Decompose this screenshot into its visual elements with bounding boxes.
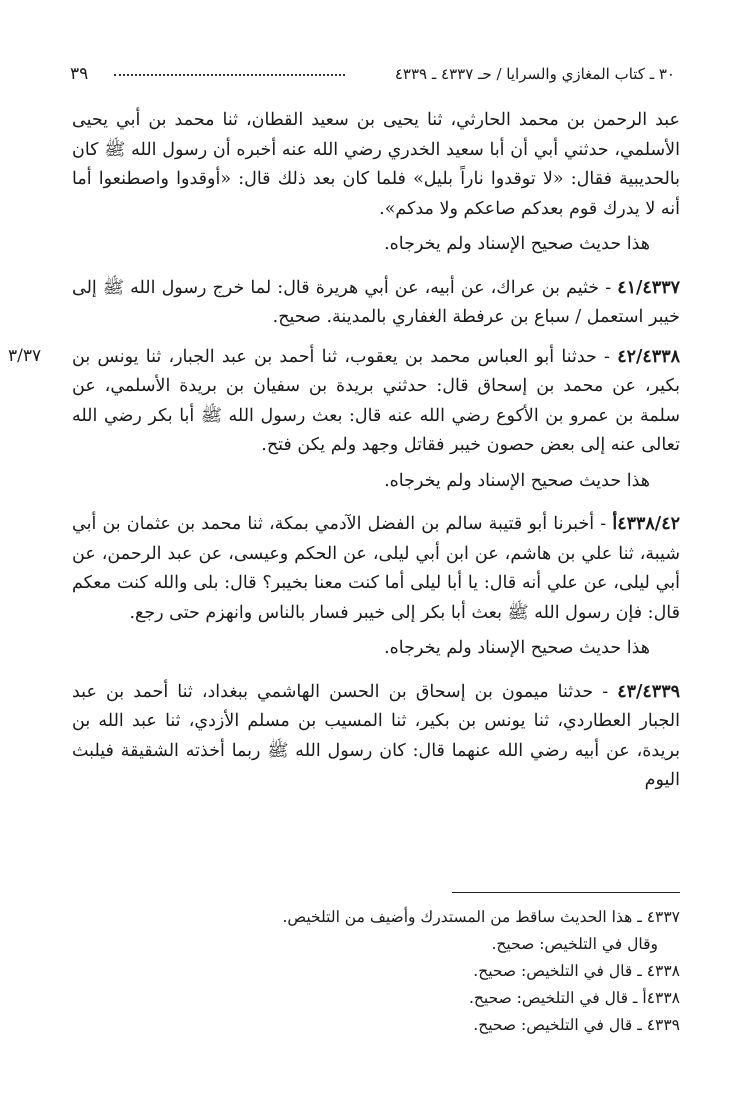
dot-leader	[114, 74, 345, 76]
verdict-text: هذا حديث صحيح الإسناد ولم يخرجاه.	[384, 470, 650, 491]
paragraph	[72, 510, 680, 628]
paragraph-text: عبد الرحمن بن محمد الحارثي، ثنا يحيى بن سعيد القطان، ثنا محمد بن أبي يحيى الأسلمي، حدثني أبي أن أبا سعيد الخدري رضي الله عنه أخبره أن رسول الله ﷺ كان بالحديبية فقال: «لا توقدوا ناراً بليل» فلما كان بعد ذلك قال: «أوقدوا واصطنعوا أما أنه لا يدرك قوم بعدكم صاعكم ولا مدكم».	[72, 110, 680, 219]
hadith-number: ٤٣٣٨/٤٢أ	[612, 514, 680, 534]
verdict	[72, 634, 680, 664]
paragraph-text: - حدثنا أبو العباس محمد بن يعقوب، ثنا أحمد بن عبد الجبار، ثنا يونس بن بكير، عن محمد بن إسحاق قال: حدثني بريدة بن سفيان بن بريدة الأسلمي، عن سلمة بن عمرو بن الأكوع رضي الله عنه قال: بعث رسول الله ﷺ أبا بكر رضي الله تعالى عنه إلى بعض حصون خيبر فقاتل وجهد ولم يكن فتح.	[72, 346, 680, 455]
verdict-text: هذا حديث صحيح الإسناد ولم يخرجاه.	[384, 234, 650, 254]
footnotes	[72, 904, 680, 1039]
paragraph	[72, 343, 680, 461]
paragraph	[72, 678, 680, 796]
footnote: وقال في التلخيص: صحيح.	[491, 935, 658, 953]
running-header	[70, 62, 675, 86]
footnote: ٤٣٣٨أ ـ قال في التلخيص: صحيح.	[468, 989, 680, 1007]
hadith-number: ٤٢/٤٣٣٨	[617, 346, 680, 367]
verdict	[72, 467, 680, 497]
paragraph-text: - خثيم بن عراك، عن أبيه، عن أبي هريرة قال: لما خرج رسول الله ﷺ إلى خيبر استعمل / سباع بن عرفطة الغفاري بالمدينة. صحيح.	[72, 277, 680, 327]
main-text	[72, 106, 680, 796]
hadith-number: ٤١/٤٣٣٧	[617, 277, 680, 298]
hadith-number: ٤٣/٤٣٣٩	[617, 681, 680, 702]
verdict	[72, 230, 680, 260]
footnote-rule	[452, 892, 680, 893]
paragraph-text: - حدثنا ميمون بن إسحاق بن الحسن الهاشمي ببغداد، ثنا أحمد بن عبد الجبار العطاردي، ثنا يونس بن بكير، ثنا المسيب بن مسلم الأزدي، ثنا عبد الله بن بريدة، عن أبيه رضي الله عنهما قال: كان رسول الله ﷺ ربما أخذته الشقيقة فيلبث اليوم	[72, 681, 680, 790]
page-number: ٣٩	[70, 64, 89, 84]
footnote: ٤٣٣٩ ـ قال في التلخيص: صحيح.	[473, 1016, 680, 1034]
paragraph-text: - أخبرنا أبو قتيبة سالم بن الفضل الآدمي بمكة، ثنا محمد بن عثمان بن أبي شيبة، ثنا علي بن هاشم، عن ابن أبي ليلى، عن الحكم وعيسى، عن عبد الرحمن، عن أبي ليلى، عن علي أنه قال: يا أبا ليلى أما كنت معنا بخيبر؟ قال: بلى والله كنت معكم قال: فإن رسول الله ﷺ بعث أبا بكر إلى خيبر فسار بالناس وانهزم حتى رجع.	[72, 514, 680, 623]
paragraph	[72, 274, 680, 333]
verdict-text: هذا حديث صحيح الإسناد ولم يخرجاه.	[384, 638, 650, 658]
margin-reference: ٣/٣٧	[8, 346, 42, 366]
footnote: ٤٣٣٨ ـ قال في التلخيص: صحيح.	[473, 962, 680, 980]
running-title: ٣٠ ـ كتاب المغازي والسرايا / حـ ٤٣٣٧ ـ ٤٣٣٩	[394, 65, 675, 83]
paragraph	[72, 106, 680, 224]
footnote: ٤٣٣٧ ـ هذا الحديث ساقط من المستدرك وأضيف من التلخيص.	[282, 908, 680, 926]
